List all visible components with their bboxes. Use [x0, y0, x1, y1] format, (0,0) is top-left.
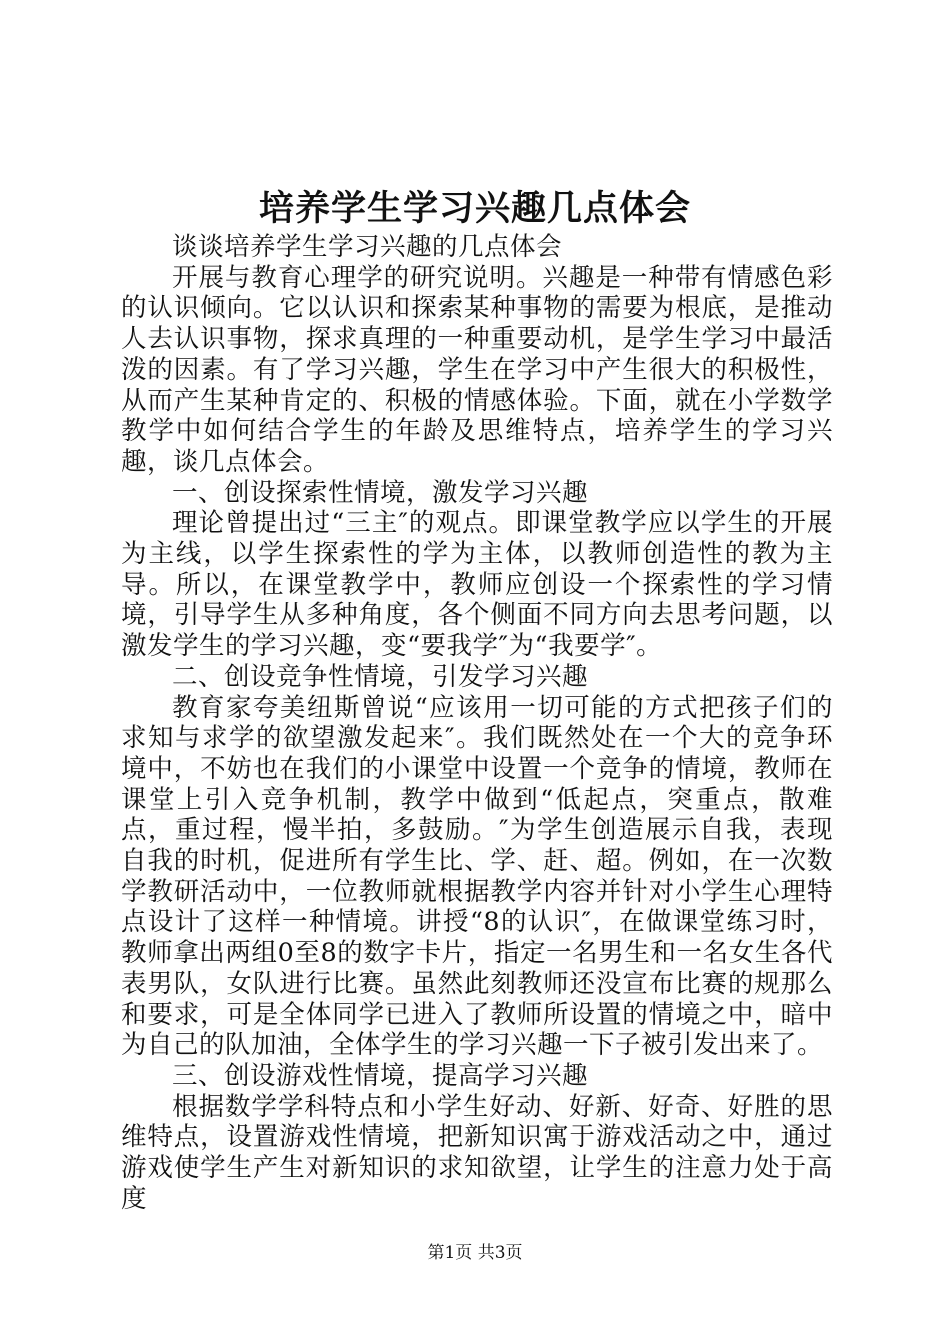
section-heading-3: 三、创设游戏性情境，提高学习兴趣 [172, 1060, 589, 1091]
section-paragraph-2: 教育家夸美纽斯曾说“应该用一切可能的方式把孩子们的求知与求学的欲望激发起来″。我们既然处在一个大的竞争环境中，不妨也在我们的小课堂中设置一个竞争的情境，教师在课堂上引入竞争机制，教学中做到“低起点，突重点，散难点，重过程，慢半拍，多鼓励。″为学生创造展示自我，表现自我的时机，促进所有学生比、学、赶、超。例如，在一次数学教研活动中，一位教师就根据教学内容并针对小学生心理特点设计了这样一种情境。讲授“8的认识″，在做课堂练习时，教师拿出两组0至8的数字卡片，指定一名男生和一名女生各代表男队，女队进行比赛。虽然此刻教师还没宣布比赛的规那么和要求，可是全体同学已进入了教师所设置的情境之中，暗中为自己的队加油，全体学生的学习兴趣一下子被引发出来了。 [121, 692, 833, 1061]
section-paragraph-3: 根据数学学科特点和小学生好动、好新、好奇、好胜的思维特点，设置游戏性情境，把新知识寓于游戏活动之中，通过游戏使学生产生对新知识的求知欲望，让学生的注意力处于高度 [121, 1091, 833, 1214]
section-heading-2: 二、创设竞争性情境，引发学习兴趣 [172, 661, 589, 692]
section-paragraph-1: 理论曾提出过“三主″的观点。即课堂教学应以学生的开展为主线，以学生探索性的学为主体，以教师创造性的教为主导。所以，在课堂教学中，教师应创设一个探索性的学习情境，引导学生从多种角度，各个侧面不同方向去思考问题，以激发学生的学习兴趣，变“要我学″为“我要学″。 [121, 508, 833, 662]
document-body [121, 232, 833, 1215]
intro-paragraph: 开展与教育心理学的研究说明。兴趣是一种带有情感色彩的认识倾向。它以认识和探索某种事物的需要为根底，是推动人去认识事物，探求真理的一种重要动机，是学生学习中最活泼的因素。有了学习兴趣，学生在学习中产生很大的积极性，从而产生某种肯定的、积极的情感体验。下面，就在小学数学教学中如何结合学生的年龄及思维特点，培养学生的学习兴趣，谈几点体会。 [121, 262, 833, 477]
subtitle-paragraph: 谈谈培养学生学习兴趣的几点体会 [172, 232, 563, 262]
section-heading-1: 一、创设探索性情境，激发学习兴趣 [172, 477, 589, 508]
page-number-footer: 第1页 共3页 [427, 1243, 523, 1263]
document-title: 培养学生学习兴趣几点体会 [258, 188, 691, 229]
